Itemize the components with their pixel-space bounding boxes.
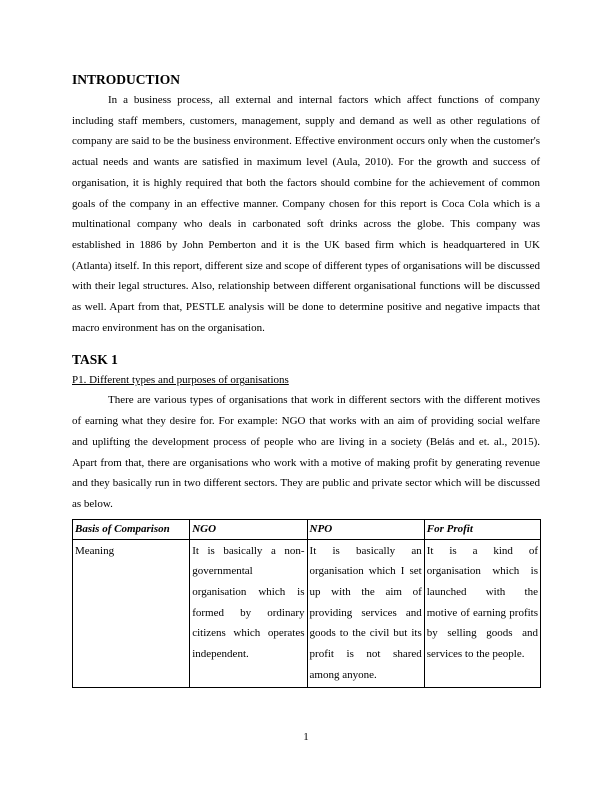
document-page: [72, 70, 540, 688]
task1-paragraph: There are various types of organisations that work in different sectors with the different motives of earning what they desire for. For example: NGO that works with an aim of providing social welfare and uplifting the development process of people who are living in a society (Belás and et. al., 2015). Apart from that, there are organisations who work with a motive of making profit by generating revenue and they basically run in two different sectors. They are public and private sector which will be discussed as below.: [72, 394, 540, 510]
intro-paragraph: In a business process, all external and internal factors which affect functions of company including staff members, customers, management, supply and demand as well as other regulations of company are said to be the business environment. Effective environment occurs only when the customer's actual needs and wants are satisfied in maximum level (Aula, 2010). For the growth and success of organisation, it is highly required that both the factors should combine for the achievement of common goals of the company in an effective manner. Company chosen for this report is Coca Cola which is a multinational company who deals in carbonated soft drinks across the globe. This company was established in 1886 by John Pemberton and it is the UK based firm which is headquartered in UK (Atlanta) itself. In this report, different size and scope of different types of organisations will be discussed with their legal structures. Also, relationship between different organisational functions will be discussed as well. Apart from that, PESTLE analysis will be done to determine positive and negative impacts that macro environment has on the organisation.: [72, 94, 540, 334]
page-number: 1: [303, 731, 309, 743]
comparison-table: [72, 519, 541, 688]
intro-heading: INTRODUCTION: [72, 72, 181, 87]
table-header-cell: For Profit: [424, 519, 540, 539]
table-cell: It is basically an organisation which I set up with the aim of providing services and goods to the civil but its profit is not shared among anyone.: [307, 539, 424, 687]
table-row: [73, 539, 541, 687]
table-header-cell: Basis of Comparison: [73, 519, 190, 539]
table-cell: It is basically a non-governmental organisation which is formed by ordinary citizens which operates independent.: [190, 539, 307, 687]
task1-subheading: P1. Different types and purposes of organisations: [72, 374, 289, 387]
table-header-cell: NGO: [190, 519, 307, 539]
table-header-row: [73, 519, 541, 539]
table-header-cell: NPO: [307, 519, 424, 539]
table-cell: It is a kind of organisation which is launched with the motive of earning profits by selling goods and services to the people.: [424, 539, 540, 687]
table-cell: Meaning: [73, 539, 190, 687]
task1-heading: TASK 1: [72, 352, 118, 368]
